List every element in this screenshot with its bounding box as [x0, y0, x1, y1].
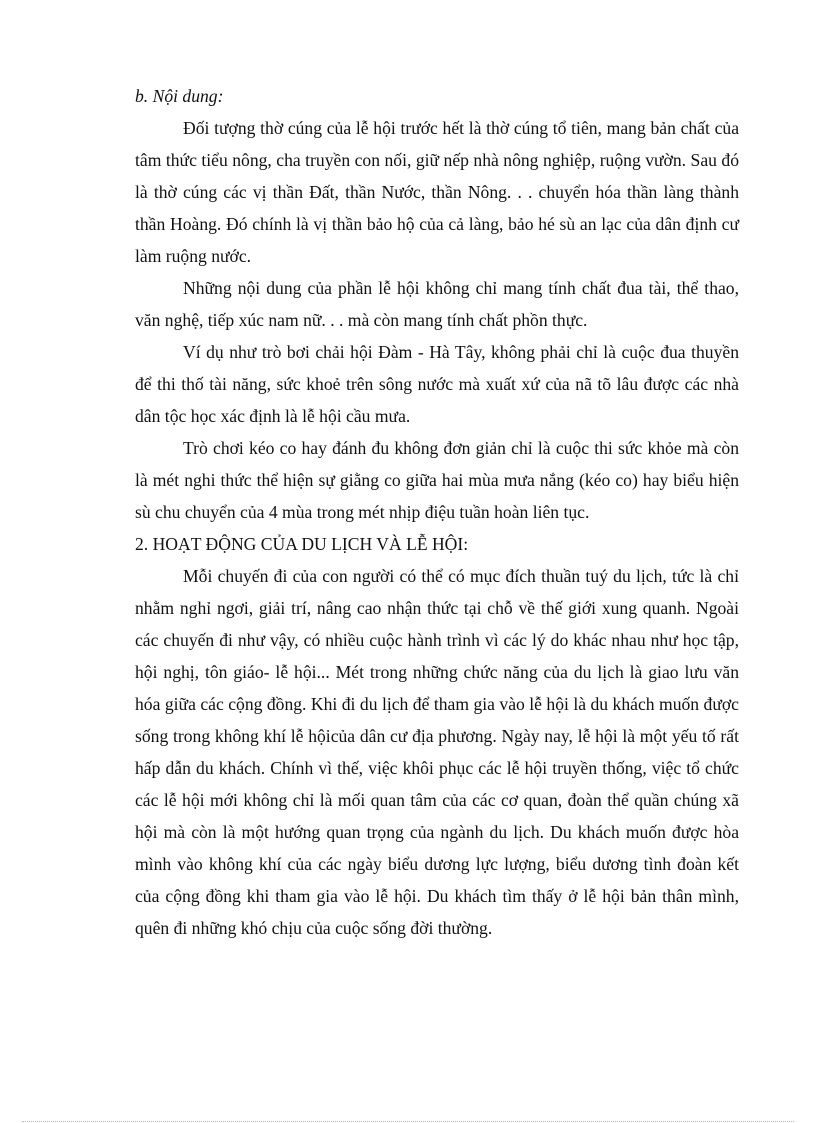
document-body	[135, 80, 739, 944]
paragraph-tourism-activities: Mỗi chuyến đi của con người có thể có mục đích thuần tuý du lịch, tức là chỉ nhằm nghỉ ngơi, giải trí, nâng cao nhận thức tại chỗ về thế giới xung quanh. Ngoài các chuyến đi như vậy, có nhiều cuộc hành trình vì các lý do khác nhau như học tập, hội nghị, tôn giáo- lễ hội... Mét trong những chức năng của du lịch là giao lưu văn hóa giữa các cộng đồng. Khi đi du lịch để tham gia vào lễ hội là du khách muốn được sống trong không khí lễ hộicủa dân cư địa phương. Ngày nay, lễ hội là một yếu tố rất hấp dẫn du khách. Chính vì thế, việc khôi phục các lễ hội truyền thống, việc tổ chức các lễ hội mới không chỉ là mối quan tâm của các cơ quan, đoàn thể quần chúng xã hội mà còn là một hướng quan trọng của ngành du lịch. Du khách muốn được hòa mình vào không khí của các ngày biểu dương lực lượng, biểu dương tình đoàn kết của cộng đồng khi tham gia vào lễ hội. Du khách tìm thấy ở lễ hội bản thân mình, quên đi những khó chịu của cuộc sống đời thường.	[135, 566, 739, 938]
section-heading: 2. HOẠT ĐỘNG CỦA DU LỊCH VÀ LỄ HỘI:	[135, 534, 469, 554]
content-subheading: b. Nội dung:	[135, 86, 224, 106]
paragraph-tug-of-war: Trò chơi kéo co hay đánh đu không đơn giản chỉ là cuộc thi sức khỏe mà còn là mét nghi thức thể hiện sự giằng co giữa hai mùa mưa nắng (kéo co) hay biểu hiện sù chu chuyển của 4 mùa trong mét nhịp điệu tuần hoàn liên tục.	[135, 438, 739, 522]
paragraph-worship-objects: Đối tượng thờ cúng của lễ hội trước hết là thờ cúng tổ tiên, mang bản chất của tâm thức tiểu nông, cha truyền con nối, giữ nếp nhà nông nghiệp, ruộng vườn. Sau đó là thờ cúng các vị thần Đất, thần Nước, thần Nông. . . chuyển hóa thần làng thành thần Hoàng. Đó chính là vị thần bảo hộ của cả làng, bảo hé sù an lạc của dân định cư làm ruộng nước.	[135, 118, 739, 266]
paragraph-festival-content: Những nội dung của phần lễ hội không chỉ mang tính chất đua tài, thể thao, văn nghệ, tiếp xúc nam nữ. . . mà còn mang tính chất phồn thực.	[135, 278, 739, 330]
page-bottom-divider	[22, 1121, 794, 1122]
paragraph-boat-race-example: Ví dụ như trò bơi chải hội Đàm - Hà Tây, không phải chỉ là cuộc đua thuyền để thi thố tài năng, sức khoẻ trên sông nước mà xuất xứ của nã tõ lâu được các nhà dân tộc học xác định là lễ hội cầu mưa.	[135, 342, 739, 426]
